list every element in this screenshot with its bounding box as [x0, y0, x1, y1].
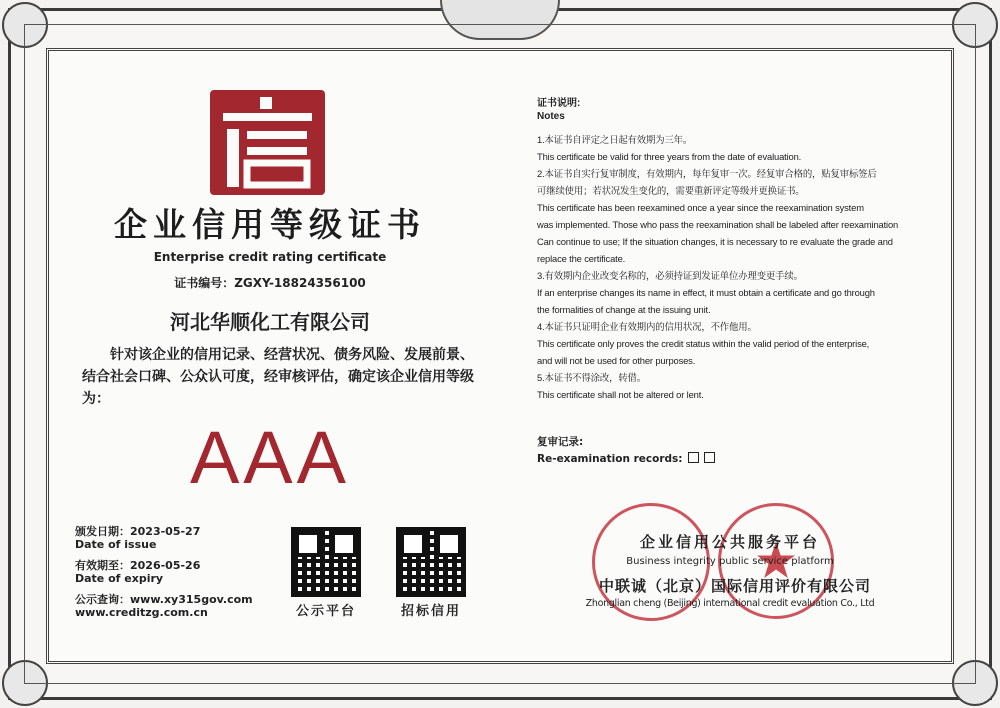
reexam-label-cn: 复审记录: — [537, 436, 584, 448]
qr-code-public-platform[interactable] — [291, 527, 361, 597]
note-line: This certificate only proves the credit status within the valid period of the enterprise, — [537, 338, 870, 349]
qr1-label: 公示平台 — [295, 604, 356, 619]
certificate-subtitle: Enterprise credit rating certificate — [153, 250, 387, 264]
qr2-label: 招标信用 — [400, 604, 461, 619]
note-line: was implemented. Those who pass the reexamination shall be labeled after reexamination — [537, 219, 899, 230]
note-line: 1.本证书自评定之日起有效期为三年。 — [537, 134, 693, 145]
note-line: This certificate has been reexamined once a year since the reexamination system — [537, 202, 864, 213]
certificate-number — [60, 276, 480, 291]
query-label: 公示查询： — [75, 593, 130, 606]
note-line: 3.有效期内企业改变名称的，必须持证到发证单位办理变更手续。 — [537, 270, 803, 281]
credit-grade: AAA — [189, 416, 351, 499]
reexam-label-en: Re-examination records: — [537, 453, 683, 465]
expiry-date-label: 有效期至： — [75, 559, 130, 572]
note-line: 可继续使用；若状况发生变化的，需要重新评定等级并更换证书。 — [537, 185, 805, 196]
rating-statement: 针对该企业的信用记录、经营状况、债务风险、发展前景、结合社会口碑、公众认可度，经审核评估，确定该企业信用等级为： — [82, 347, 474, 407]
issue-date-label: 颁发日期： — [75, 525, 130, 538]
issuer-platform-cn: 企业信用公共服务平台 — [639, 533, 820, 551]
query-url-2[interactable]: www.creditzg.com.cn — [75, 606, 208, 619]
cert-number-label: 证书编号： — [174, 276, 235, 290]
note-line: If an enterprise changes its name in effect, it must obtain a certificate and go through — [537, 287, 875, 298]
expiry-date: 2026-05-26 — [130, 559, 201, 572]
reexam-checkbox — [704, 452, 715, 463]
issuer-org-cn: 中联诚（北京）国际信用评价有限公司 — [598, 577, 871, 595]
reexamination-records — [537, 434, 715, 468]
expiry-date-en: Date of expiry — [75, 572, 164, 585]
certificate-dates — [75, 525, 253, 619]
certificate-notes — [537, 97, 949, 403]
note-line: This certificate shall not be altered or lent. — [537, 389, 704, 400]
issue-date-en: Date of issue — [75, 538, 157, 551]
qr-code-bidding-credit[interactable] — [396, 527, 466, 597]
issuer-org-en: Zhonglian cheng (Beijing) international credit evaluation Co., Ltd — [585, 598, 875, 609]
note-line: Can continue to use; If the situation changes, it is necessary to re evaluate the grade and — [537, 236, 893, 247]
note-line: and will not be used for other purposes. — [537, 355, 696, 366]
notes-header-en: Notes — [537, 111, 565, 122]
note-line: 4.本证书只证明企业有效期内的信用状况，不作他用。 — [537, 321, 757, 332]
reexam-checkbox — [688, 452, 699, 463]
issue-date: 2023-05-27 — [130, 525, 201, 538]
issuer-platform-en: Business integrity public service platform — [626, 556, 834, 567]
note-line: replace the certificate. — [537, 253, 626, 264]
note-line: 2.本证书自实行复审制度，有效期内，每年复审一次。经复审合格的，贴复审标签后 — [537, 168, 877, 179]
query-url-1[interactable]: www.xy315gov.com — [130, 593, 253, 606]
note-line: 5.本证书不得涂改，转借。 — [537, 372, 646, 383]
credit-logo-seal — [205, 85, 330, 200]
note-line: This certificate be valid for three years from the date of evaluation. — [537, 151, 802, 162]
note-line: the formalities of change at the issuing unit. — [537, 304, 711, 315]
notes-header-cn: 证书说明: — [537, 98, 581, 109]
company-name: 河北华顺化工有限公司 — [170, 310, 370, 334]
cert-number-value: ZGXY-18824356100 — [234, 276, 366, 290]
certificate-title: 企业信用等级证书 — [114, 205, 426, 244]
